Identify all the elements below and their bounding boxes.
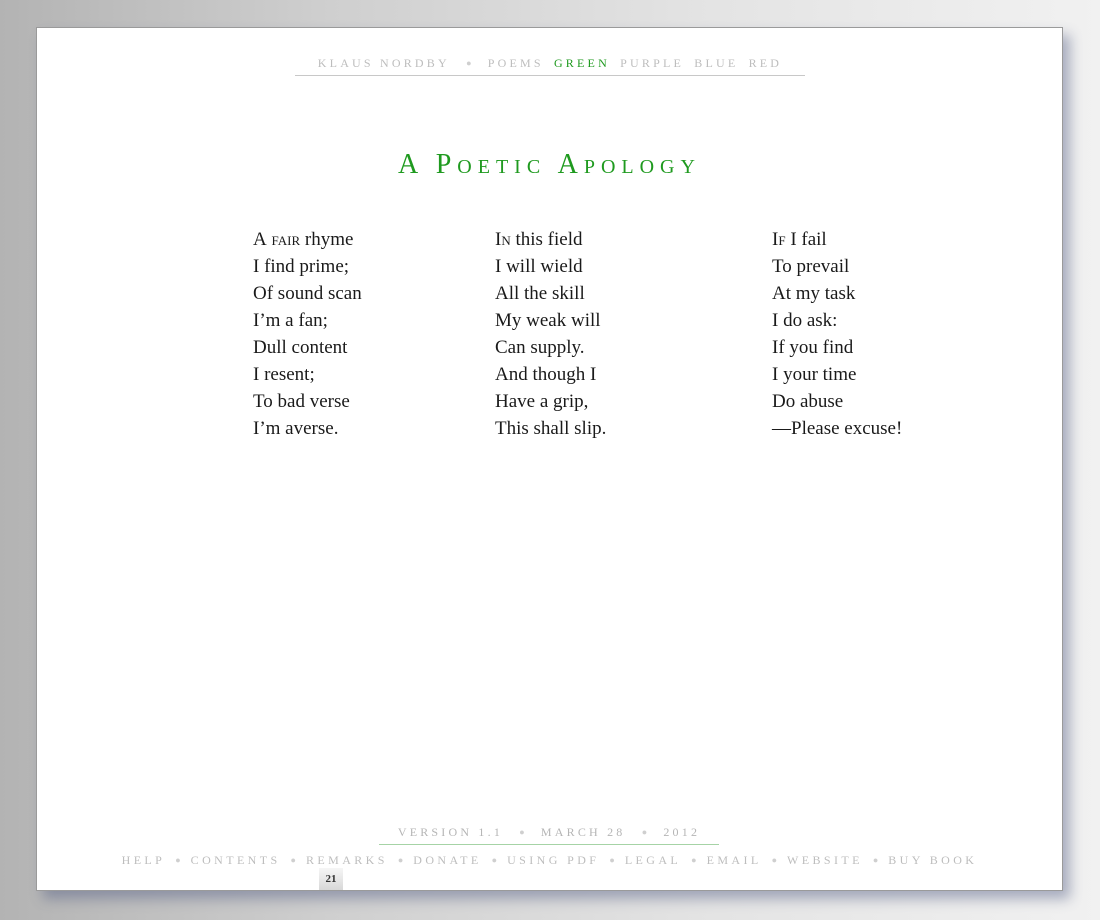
poem-line — [495, 226, 606, 253]
version-label: VERSION 1.1 — [397, 825, 504, 839]
page-number-badge: 21 — [319, 868, 343, 890]
version-line — [379, 825, 719, 845]
poem-line: I resent; — [253, 364, 315, 385]
poem-line: I your time — [772, 364, 857, 385]
footer-link-remarks[interactable]: REMARKS — [305, 853, 388, 867]
separator-dot-icon: ● — [641, 827, 648, 837]
first-word-smallcaps: n — [501, 229, 511, 250]
separator-dot-icon: ● — [290, 855, 296, 865]
separator-dot-icon: ● — [609, 855, 615, 865]
separator-dot-icon: ● — [491, 855, 498, 865]
poem-line: At my task — [772, 283, 856, 304]
year-label: 2012 — [663, 825, 701, 839]
poem-line: —Please excuse! — [772, 418, 903, 439]
first-letter: I — [495, 229, 502, 250]
color-link-green[interactable]: GREEN — [553, 56, 610, 70]
footer-link-email[interactable]: EMAIL — [706, 853, 762, 867]
color-link-red[interactable]: RED — [748, 56, 783, 70]
separator-dot-icon: ● — [691, 855, 697, 865]
section-label: POEMS — [487, 56, 544, 70]
poem-line: I’m averse. — [253, 418, 339, 439]
footer-link-buy-book[interactable]: BUY BOOK — [888, 853, 978, 867]
first-line-rest: I fail — [785, 229, 827, 250]
poem-line: This shall slip. — [495, 418, 607, 439]
footer-link-website[interactable]: WEBSITE — [787, 853, 863, 867]
poem-line: To prevail — [772, 256, 850, 277]
separator-dot-icon: ● — [771, 855, 778, 865]
poem-title: A Poetic Apology — [398, 149, 701, 180]
footer-link-contents[interactable]: CONTENTS — [190, 853, 281, 867]
poem-column-1 — [253, 226, 362, 442]
poem-column-2 — [495, 226, 606, 442]
poem-line: I will wield — [495, 256, 583, 277]
separator-dot-icon: ● — [397, 855, 404, 865]
separator-dot-icon: ● — [872, 855, 879, 865]
author-link[interactable]: KLAUS NORDBY — [317, 56, 450, 70]
poem-column-3 — [772, 226, 902, 442]
poem-line — [772, 226, 902, 253]
first-letter: I — [772, 229, 779, 250]
footer-navigation — [37, 853, 1062, 868]
color-link-purple[interactable]: PURPLE — [620, 56, 685, 70]
poem-line: Do abuse — [772, 391, 844, 412]
poem-line: I’m a fan; — [253, 310, 328, 331]
first-line-rest: rhyme — [300, 229, 354, 250]
footer-link-help[interactable]: HELP — [121, 853, 166, 867]
poem-line: If you find — [772, 337, 854, 358]
separator-dot-icon: ● — [466, 58, 472, 68]
separator-dot-icon: ● — [519, 827, 525, 837]
poem-line: All the skill — [495, 283, 585, 304]
poem-line: Have a grip, — [495, 391, 589, 412]
poem-line: Can supply. — [495, 337, 585, 358]
footer-link-donate[interactable]: DONATE — [413, 853, 482, 867]
footer-link-using-pdf[interactable]: USING PDF — [507, 853, 600, 867]
poem-line: Dull content — [253, 337, 348, 358]
color-link-blue[interactable]: BLUE — [694, 56, 739, 70]
poem-line: My weak will — [495, 310, 601, 331]
date-label: MARCH 28 — [540, 825, 626, 839]
poem-line: I do ask: — [772, 310, 838, 331]
first-line-rest: this field — [510, 229, 583, 250]
poem-line: To bad verse — [253, 391, 350, 412]
poem-line: I find prime; — [253, 256, 350, 277]
poem-line — [253, 226, 362, 253]
first-word-smallcaps: fair — [266, 229, 301, 250]
document-page — [36, 27, 1063, 891]
first-letter: A — [253, 229, 267, 250]
poem-line: And though I — [495, 364, 597, 385]
separator-dot-icon: ● — [175, 855, 181, 865]
top-navigation — [295, 56, 805, 76]
first-word-smallcaps: f — [778, 229, 786, 250]
poem-line: Of sound scan — [253, 283, 362, 304]
footer-link-legal[interactable]: LEGAL — [624, 853, 682, 867]
